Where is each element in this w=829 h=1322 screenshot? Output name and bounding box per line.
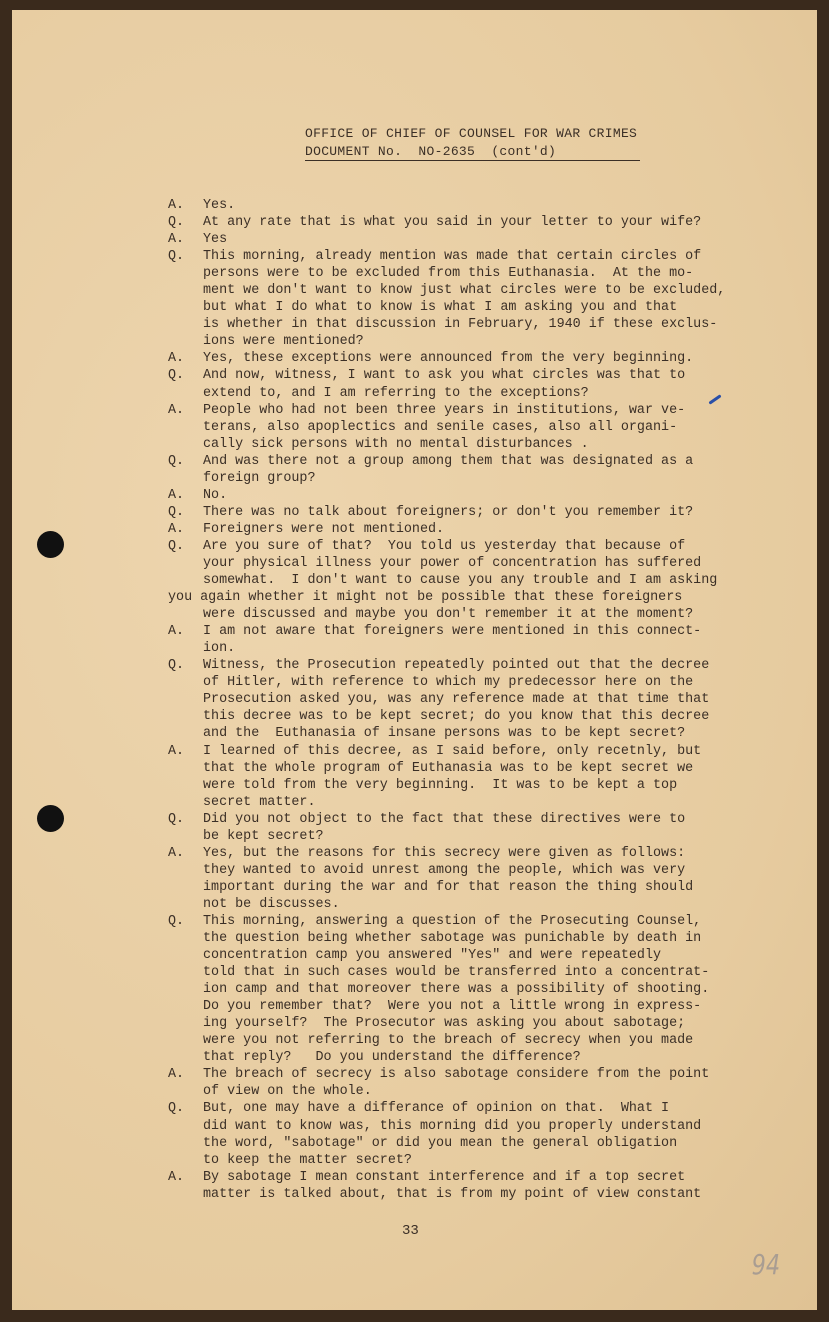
- answer-entry: [168, 521, 725, 538]
- text-line: ion.: [203, 641, 236, 657]
- speaker-label: A.: [168, 232, 185, 248]
- question-entry: [168, 538, 725, 623]
- text-line: were discussed and maybe you don't remember it at the moment?: [203, 607, 694, 623]
- question-entry: [168, 657, 725, 742]
- text-line: Yes, these exceptions were announced from the very beginning.: [203, 351, 694, 367]
- text-line: This morning, already mention was made that certain circles of: [203, 249, 702, 265]
- question-entry: [168, 811, 725, 845]
- text-line: not be discusses.: [203, 896, 340, 912]
- text-line: is whether in that discussion in February, 1940 if these exclus-: [203, 317, 718, 333]
- speaker-label: A.: [168, 1067, 185, 1083]
- text-line: that reply? Do you understand the difference?: [203, 1050, 581, 1066]
- document-number: DOCUMENT No. NO-2635 (cont'd): [305, 144, 640, 161]
- text-line: ions were mentioned?: [203, 334, 364, 350]
- speaker-label: A.: [168, 198, 185, 213]
- speaker-label: Q.: [168, 504, 185, 520]
- punch-hole: [37, 531, 64, 558]
- answer-entry: [168, 1066, 725, 1100]
- text-line: of view on the whole.: [203, 1084, 372, 1100]
- text-line: important during the war and for that reason the thing should: [203, 879, 694, 895]
- answer-entry: [168, 197, 725, 214]
- answer-entry: [168, 1169, 725, 1203]
- pencil-annotation: 94: [751, 1248, 781, 1281]
- text-line: they wanted to avoid unrest among the people, which was very: [203, 862, 686, 878]
- text-line: Did you not object to the fact that these directives were to: [203, 811, 686, 827]
- text-line: Yes: [203, 232, 228, 248]
- text-line: concentration camp you answered "Yes" and were repeatedly: [203, 948, 662, 964]
- text-line: be kept secret?: [203, 828, 324, 844]
- speaker-label: Q.: [168, 453, 185, 469]
- speaker-label: Q.: [168, 913, 185, 929]
- speaker-label: A.: [168, 743, 185, 759]
- question-entry: [168, 214, 725, 231]
- answer-entry: [168, 743, 725, 811]
- text-line: secret matter.: [203, 794, 316, 810]
- text-line: cally sick persons with no mental disturbances .: [203, 436, 589, 452]
- speaker-label: A.: [168, 1169, 185, 1185]
- answer-entry: [168, 623, 725, 657]
- text-line: At any rate that is what you said in your letter to your wife?: [203, 215, 702, 231]
- text-line: ing yourself? The Prosecutor was asking you about sabotage;: [203, 1016, 686, 1032]
- text-line: Do you remember that? Were you not a little wrong in express-: [203, 999, 702, 1015]
- text-line: But, one may have a differance of opinion on that. What I: [203, 1101, 670, 1117]
- text-line: told that in such cases would be transferred into a concentrat-: [203, 965, 710, 981]
- punch-hole: [37, 805, 64, 832]
- text-line: No.: [203, 487, 228, 503]
- speaker-label: Q.: [168, 215, 185, 231]
- text-line: but what I do what to know is what I am asking you and that: [203, 300, 678, 316]
- text-line: to keep the matter secret?: [203, 1152, 412, 1168]
- office-title: OFFICE OF CHIEF OF COUNSEL FOR WAR CRIMES: [305, 126, 638, 141]
- text-line: ment we don't want to know just what circles were to be excluded,: [203, 283, 726, 299]
- text-line: that the whole program of Euthanasia was to be kept secret we: [203, 760, 694, 776]
- text-line: I learned of this decree, as I said before, only recetnly, but: [203, 743, 702, 759]
- answer-entry: [168, 487, 725, 504]
- question-entry: [168, 248, 725, 350]
- text-line: Witness, the Prosecution repeatedly pointed out that the decree: [203, 658, 710, 674]
- speaker-label: A.: [168, 624, 185, 640]
- text-line: terans, also apoplectics and senile cases, also all organi-: [203, 419, 678, 435]
- speaker-label: A.: [168, 521, 185, 537]
- answer-entry: [168, 231, 725, 248]
- text-line: did want to know was, this morning did you properly understand: [203, 1118, 702, 1134]
- speaker-label: Q.: [168, 1101, 185, 1117]
- answer-entry: [168, 845, 725, 913]
- question-entry: [168, 367, 725, 401]
- page-number: 33: [402, 1223, 419, 1239]
- text-line: ion camp and that moreover there was a possibility of shooting.: [203, 982, 710, 998]
- text-line: the question being whether sabotage was punichable by death in: [203, 931, 702, 947]
- question-entry: [168, 913, 725, 1066]
- text-line: By sabotage I mean constant interference and if a top secret: [203, 1169, 686, 1185]
- speaker-label: A.: [168, 402, 185, 418]
- speaker-label: Q.: [168, 538, 185, 554]
- transcript-body: [168, 197, 725, 1203]
- text-line: Are you sure of that? You told us yesterday that because of: [203, 538, 686, 554]
- text-line: persons were to be excluded from this Euthanasia. At the mo-: [203, 266, 694, 282]
- text-line: were told from the very beginning. It was to be kept a top: [203, 777, 678, 793]
- text-line: matter is talked about, that is from my point of view constant: [203, 1186, 702, 1202]
- answer-entry: [168, 350, 725, 367]
- question-entry: [168, 504, 725, 521]
- text-line: This morning, answering a question of the Prosecuting Counsel,: [203, 913, 702, 929]
- question-entry: [168, 1100, 725, 1168]
- speaker-label: Q.: [168, 658, 185, 674]
- text-line: Prosecution asked you, was any reference made at that time that: [203, 692, 710, 708]
- text-line: Yes, but the reasons for this secrecy were given as follows:: [203, 845, 686, 861]
- text-line: Yes.: [203, 198, 236, 213]
- text-line: extend to, and I am referring to the exceptions?: [203, 385, 589, 401]
- text-line: of Hitler, with reference to which my predecessor here on the: [203, 675, 694, 691]
- text-line: your physical illness your power of concentration has suffered: [203, 555, 702, 571]
- question-entry: [168, 453, 725, 487]
- text-line: foreign group?: [203, 470, 316, 486]
- text-line: And now, witness, I want to ask you what circles was that to: [203, 368, 686, 384]
- answer-entry: [168, 402, 725, 453]
- speaker-label: A.: [168, 487, 185, 503]
- text-line: the word, "sabotage" or did you mean the general obligation: [203, 1135, 678, 1151]
- speaker-label: Q.: [168, 368, 185, 384]
- text-line: were you not referring to the breach of secrecy when you made: [203, 1033, 694, 1049]
- text-line: you again whether it might not be possible that these foreigners: [168, 590, 683, 606]
- text-line: this decree was to be kept secret; do you know that this decree: [203, 709, 710, 725]
- text-line: Foreigners were not mentioned.: [203, 521, 445, 537]
- speaker-label: A.: [168, 845, 185, 861]
- text-line: somewhat. I don't want to cause you any trouble and I am asking: [203, 573, 718, 589]
- text-line: There was no talk about foreigners; or don't you remember it?: [203, 504, 694, 520]
- speaker-label: Q.: [168, 811, 185, 827]
- text-line: And was there not a group among them that was designated as a: [203, 453, 694, 469]
- text-line: I am not aware that foreigners were mentioned in this connect-: [203, 624, 702, 640]
- text-line: The breach of secrecy is also sabotage considere from the point: [203, 1067, 710, 1083]
- text-line: People who had not been three years in institutions, war ve-: [203, 402, 686, 418]
- text-line: and the Euthanasia of insane persons was to be kept secret?: [203, 726, 686, 742]
- speaker-label: Q.: [168, 249, 185, 265]
- speaker-label: A.: [168, 351, 185, 367]
